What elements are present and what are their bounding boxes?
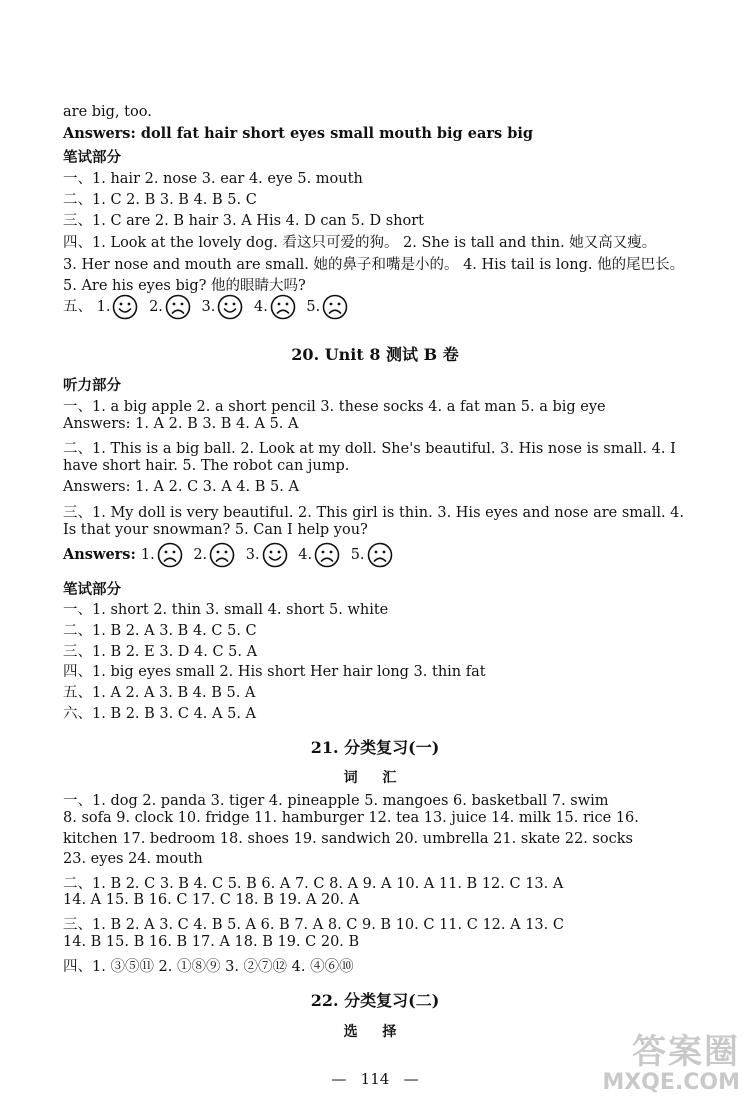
row-prefix: Answers: bbox=[63, 546, 141, 563]
answer-line: 四、1. ③⑤⑪ 2. ①⑧⑨ 3. ②⑦⑫ 4. ④⑥⑩ bbox=[63, 959, 354, 975]
sad-face-icon bbox=[157, 542, 183, 568]
answer-line: 三、1. B 2. E 3. D 4. C 5. A bbox=[63, 644, 258, 660]
sad-face-icon bbox=[209, 542, 235, 568]
answer-line: 14. B 15. B 16. B 17. A 18. B 19. C 20. B bbox=[63, 934, 360, 950]
answer-line: 五、1. A 2. A 3. B 4. B 5. A bbox=[63, 685, 256, 701]
answer-line: have short hair. 5. The robot can jump. bbox=[63, 458, 350, 474]
answer-line: Is that your snowman? 5. Can I help you? bbox=[63, 522, 368, 538]
answer-line: 一、1. hair 2. nose 3. ear 4. eye 5. mouth bbox=[63, 171, 363, 187]
section-title: 20. Unit 8 测试 B 卷 bbox=[291, 345, 459, 364]
text-line: are big, too. bbox=[63, 104, 152, 120]
answer-line: 3. Her nose and mouth are small. 她的鼻子和嘴是小的。 4. His tail is long. 他的尾巴长。 bbox=[63, 257, 685, 273]
sad-face-icon bbox=[165, 294, 191, 320]
answer-line: 三、1. B 2. A 3. C 4. B 5. A 6. B 7. A 8. C 9. B 10. C 11. C 12. A 13. C bbox=[63, 917, 564, 933]
sad-face-icon bbox=[314, 542, 340, 568]
answer-line: 三、1. My doll is very beautiful. 2. This girl is thin. 3. His eyes and nose are small. 4. bbox=[63, 505, 685, 521]
answer-line: kitchen 17. bedroom 18. shoes 19. sandwich 20. umbrella 21. skate 22. socks bbox=[63, 831, 633, 847]
section-title: 22. 分类复习(二) bbox=[310, 991, 440, 1010]
answer-line: 四、1. Look at the lovely dog. 看这只可爱的狗。 2. She is tall and thin. 她又高又瘦。 bbox=[63, 235, 657, 251]
answer-line: 8. sofa 9. clock 10. fridge 11. hamburger 12. tea 13. juice 14. milk 15. rice 16. bbox=[63, 810, 639, 826]
answer-line: 二、1. B 2. A 3. B 4. C 5. C bbox=[63, 623, 257, 639]
faces-row: 五、 1. 2. 3. 4. 5. bbox=[63, 294, 354, 320]
answer-line: 5. Are his eyes big? 他的眼睛大吗? bbox=[63, 278, 306, 294]
answer-line: 二、1. B 2. C 3. B 4. C 5. B 6. A 7. C 8. A 9. A 10. A 11. B 12. C 13. A bbox=[63, 876, 564, 892]
faces-row: Answers: 1. 2. 3. 4. 5. bbox=[63, 542, 399, 568]
answer-line: Answers: 1. A 2. C 3. A 4. B 5. A bbox=[63, 479, 299, 495]
answer-line: 六、1. B 2. B 3. C 4. A 5. A bbox=[63, 706, 257, 722]
answer-line: 一、1. a big apple 2. a short pencil 3. these socks 4. a fat man 5. a big eye bbox=[63, 399, 606, 415]
section-heading: 笔试部分 bbox=[63, 581, 121, 598]
answer-line: 一、1. dog 2. panda 3. tiger 4. pineapple 5. mangoes 6. basketball 7. swim bbox=[63, 793, 609, 809]
watermark-en: MXQE.COM bbox=[602, 1070, 740, 1095]
section-subtitle: 选 择 bbox=[343, 1024, 407, 1040]
answers-line: Answers: doll fat hair short eyes small mouth big ears big bbox=[63, 125, 534, 142]
answer-line: 23. eyes 24. mouth bbox=[63, 851, 203, 867]
watermark-zh: 答案圈 bbox=[632, 1032, 740, 1072]
page-number: — 114 — bbox=[331, 1070, 419, 1088]
row-prefix: 五、 bbox=[63, 299, 92, 315]
sad-face-icon bbox=[367, 542, 393, 568]
happy-face-icon bbox=[217, 294, 243, 320]
answer-line: 四、1. big eyes small 2. His short Her hair long 3. thin fat bbox=[63, 664, 486, 680]
happy-face-icon bbox=[112, 294, 138, 320]
section-title: 21. 分类复习(一) bbox=[310, 738, 440, 757]
section-heading: 笔试部分 bbox=[63, 149, 121, 166]
answer-line: 14. A 15. B 16. C 17. C 18. B 19. A 20. A bbox=[63, 892, 360, 908]
answer-line: 一、1. short 2. thin 3. small 4. short 5. white bbox=[63, 602, 389, 618]
answer-line: 二、1. C 2. B 3. B 4. B 5. C bbox=[63, 192, 257, 208]
section-heading: 听力部分 bbox=[63, 377, 121, 394]
section-subtitle: 词 汇 bbox=[343, 770, 407, 786]
sad-face-icon bbox=[270, 294, 296, 320]
answer-line: 二、1. This is a big ball. 2. Look at my doll. She's beautiful. 3. His nose is small. 4. I bbox=[63, 441, 676, 457]
sad-face-icon bbox=[322, 294, 348, 320]
answer-line: 三、1. C are 2. B hair 3. A His 4. D can 5. D short bbox=[63, 213, 424, 229]
happy-face-icon bbox=[262, 542, 288, 568]
watermark-logo bbox=[602, 1033, 740, 1095]
answer-line: Answers: 1. A 2. B 3. B 4. A 5. A bbox=[63, 416, 299, 432]
